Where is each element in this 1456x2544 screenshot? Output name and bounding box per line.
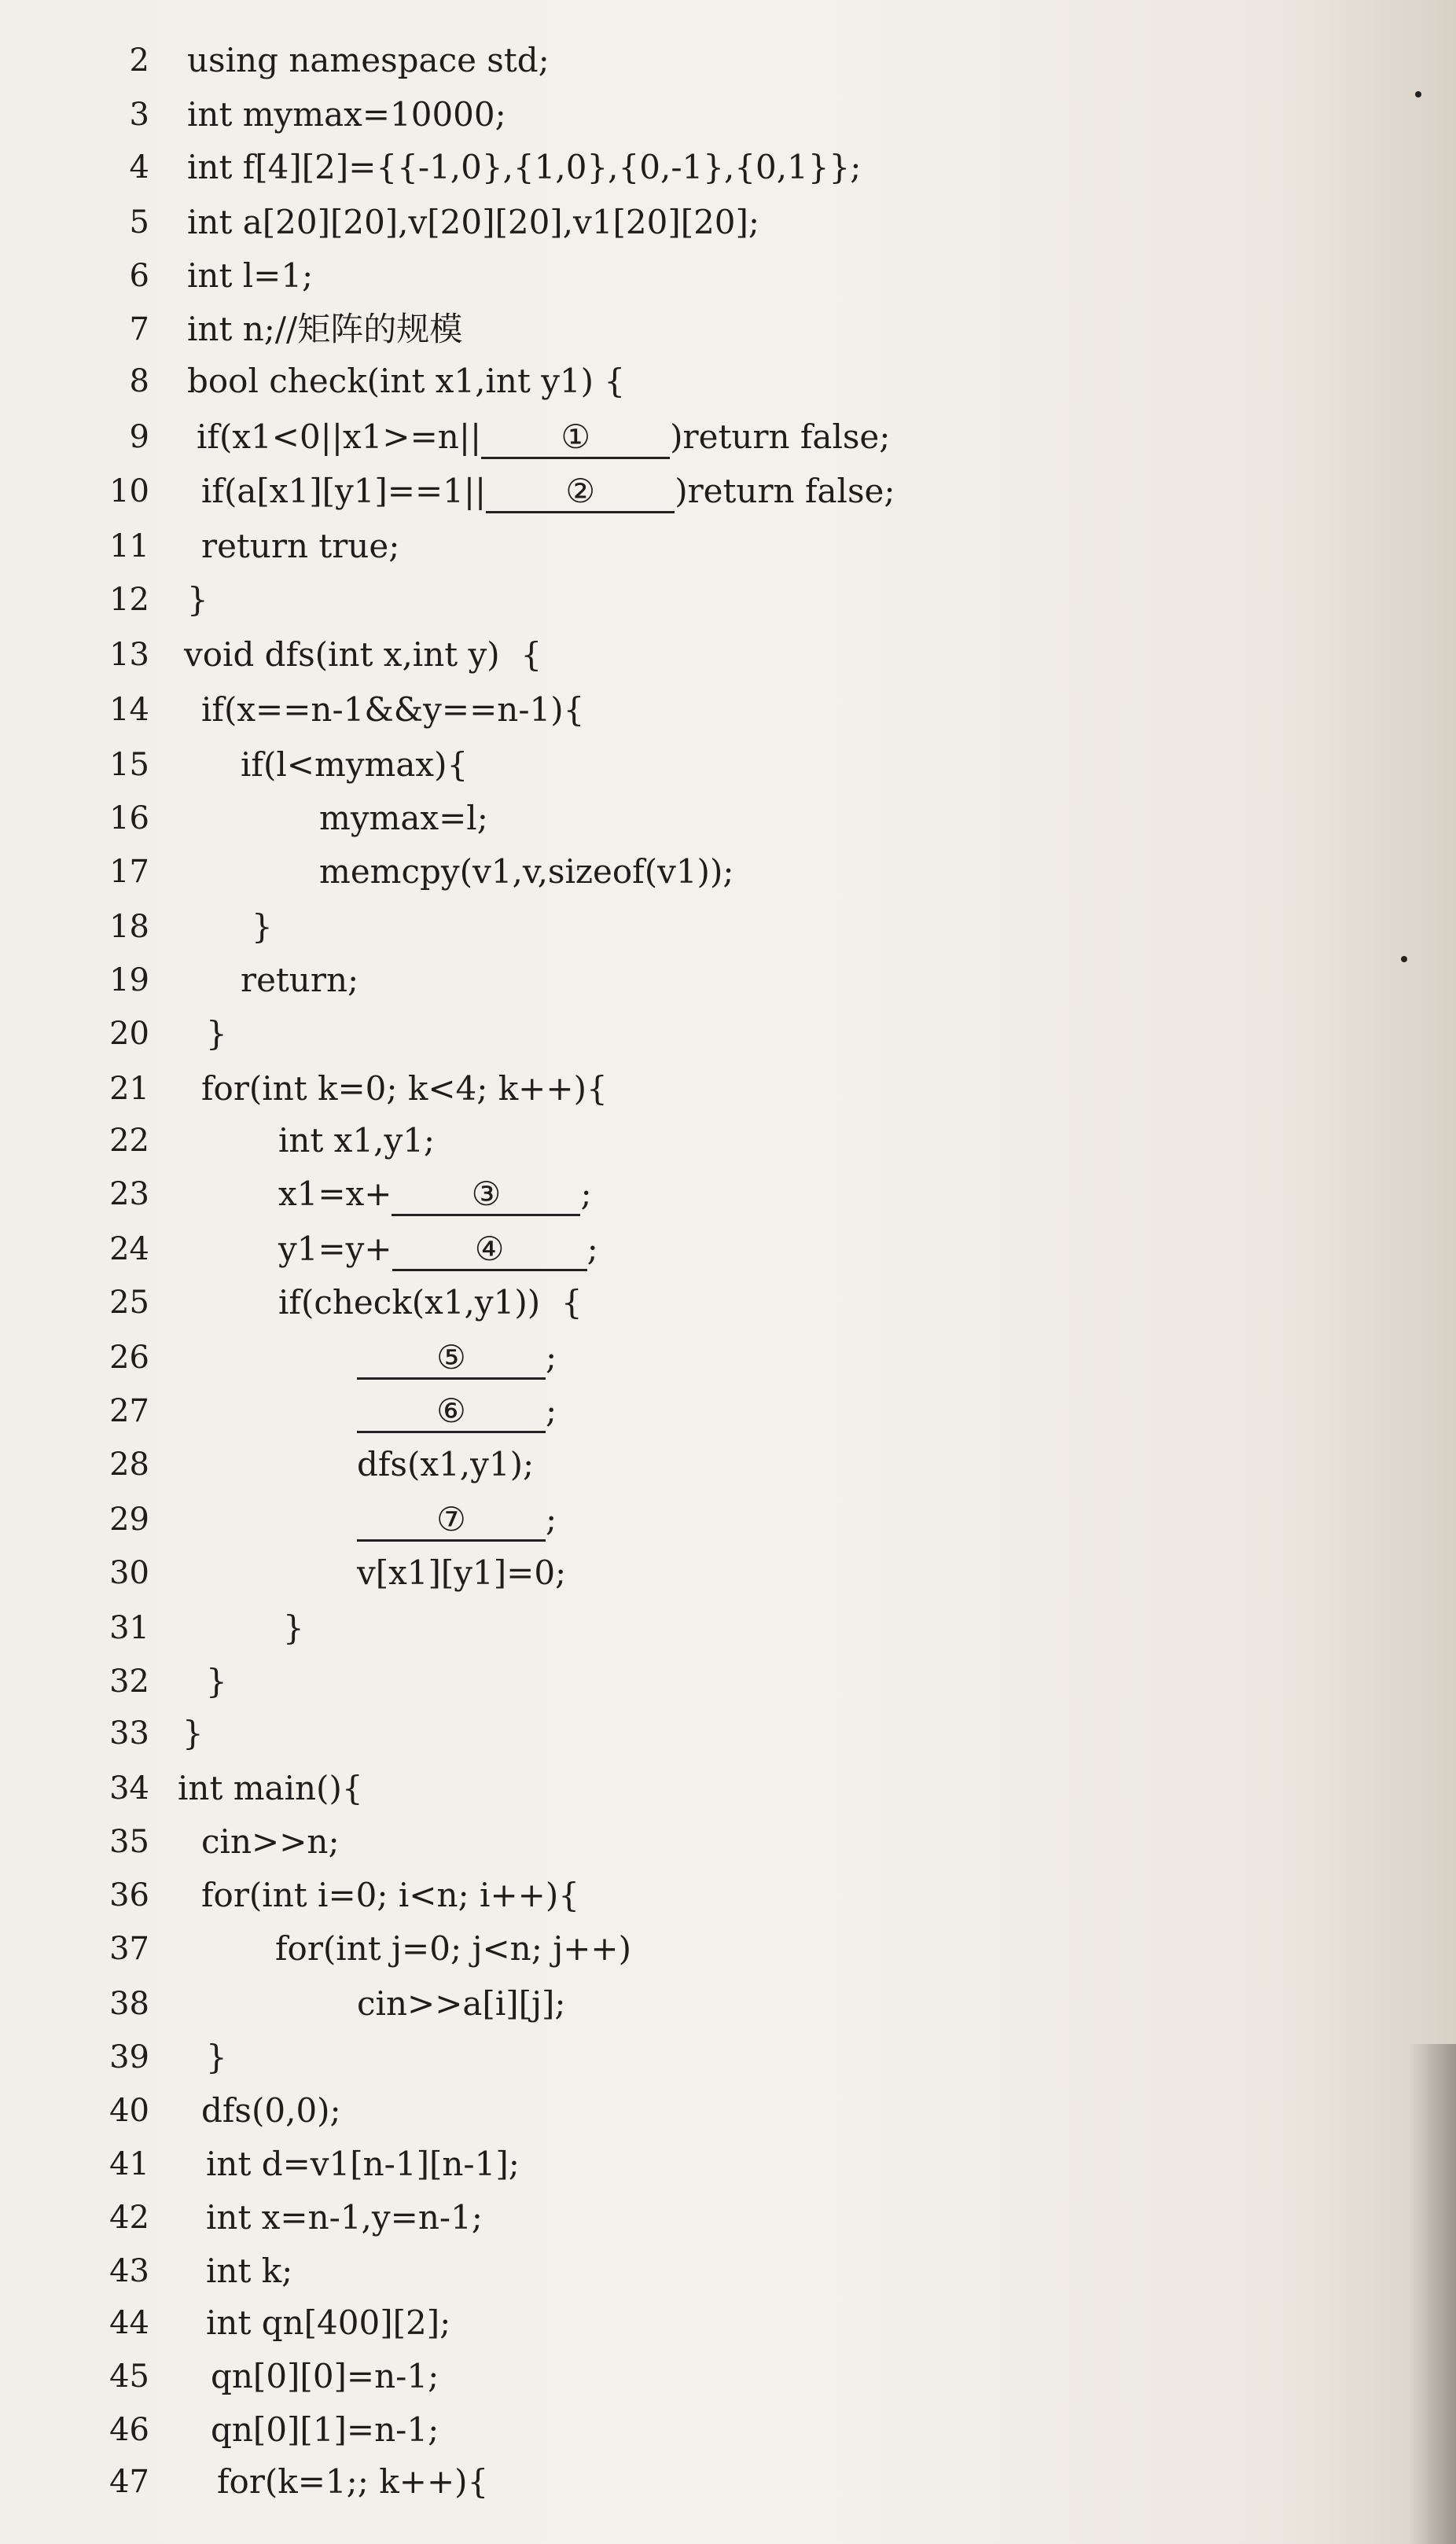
line-number: 9 xyxy=(129,419,149,455)
code-segment: qn[0][0]=n-1; xyxy=(211,2357,439,2395)
line-number: 37 xyxy=(109,1931,149,1967)
fill-in-blank: ④ xyxy=(392,1230,587,1271)
code-segment: qn[0][1]=n-1; xyxy=(211,2410,439,2449)
code-text xyxy=(357,1385,557,1437)
code-text xyxy=(206,2138,520,2190)
code-text xyxy=(217,2456,488,2508)
code-line xyxy=(0,1602,1456,1654)
code-text xyxy=(278,1277,583,1329)
code-text xyxy=(201,465,895,517)
line-number: 44 xyxy=(109,2305,149,2341)
code-line xyxy=(0,2192,1456,2244)
line-number: 39 xyxy=(109,2039,149,2075)
line-number: 41 xyxy=(109,2146,149,2182)
code-line xyxy=(0,1708,1456,1759)
code-line xyxy=(0,250,1456,302)
code-segment: memcpy(v1,v,sizeof(v1)); xyxy=(319,852,734,891)
code-line xyxy=(0,1869,1456,1921)
code-segment: dfs(x1,y1); xyxy=(357,1445,535,1483)
line-number: 19 xyxy=(109,962,149,998)
code-text xyxy=(278,1168,592,1220)
code-line xyxy=(0,901,1456,953)
code-segment: dfs(0,0); xyxy=(201,2091,341,2130)
code-line xyxy=(0,1063,1456,1115)
fill-in-blank: ① xyxy=(481,417,670,459)
code-line xyxy=(0,1115,1456,1167)
code-line xyxy=(0,846,1456,898)
code-line xyxy=(0,1547,1456,1599)
line-number: 20 xyxy=(109,1016,149,1052)
line-number: 28 xyxy=(109,1447,149,1483)
code-line xyxy=(0,2404,1456,2456)
code-segment: if(x==n-1&&y==n-1){ xyxy=(201,690,585,729)
line-number: 45 xyxy=(109,2358,149,2395)
code-line xyxy=(0,574,1456,626)
line-number: 38 xyxy=(109,1986,149,2022)
code-segment: return; xyxy=(241,961,359,999)
code-segment: void dfs(int x,int y) { xyxy=(184,635,542,674)
line-number: 33 xyxy=(109,1715,149,1752)
line-number: 47 xyxy=(109,2464,149,2500)
code-text xyxy=(278,1115,435,1167)
code-text xyxy=(206,2297,450,2349)
line-number: 14 xyxy=(109,692,149,728)
code-text xyxy=(201,1869,579,1921)
line-number: 34 xyxy=(109,1770,149,1807)
code-text xyxy=(319,792,488,844)
code-segment: int l=1; xyxy=(187,256,314,295)
code-line xyxy=(0,2351,1456,2402)
code-text xyxy=(187,303,462,355)
line-number: 21 xyxy=(109,1071,149,1107)
line-number: 25 xyxy=(109,1285,149,1321)
code-segment: } xyxy=(283,1608,304,1647)
code-text xyxy=(275,1923,631,1975)
code-line xyxy=(0,89,1456,141)
line-number: 6 xyxy=(129,258,149,294)
code-line xyxy=(0,1008,1456,1060)
fill-in-blank: ⑦ xyxy=(357,1500,546,1542)
code-segment: if(l<mymax){ xyxy=(241,745,469,784)
code-line xyxy=(0,142,1456,193)
line-number: 4 xyxy=(129,149,149,186)
code-segment: int main(){ xyxy=(178,1769,363,1807)
line-number: 2 xyxy=(129,42,149,79)
code-segment-after-blank: )return false; xyxy=(670,417,891,456)
line-number: 32 xyxy=(109,1664,149,1700)
code-text xyxy=(182,1708,204,1759)
code-segment: v[x1][y1]=0; xyxy=(357,1553,567,1592)
line-number: 13 xyxy=(109,637,149,673)
code-segment: if(a[x1][y1]==1|| xyxy=(201,472,487,510)
code-text xyxy=(201,684,584,736)
code-text xyxy=(201,1063,608,1115)
code-segment: int n;//矩阵的规模 xyxy=(187,310,463,348)
code-line xyxy=(0,629,1456,681)
code-text xyxy=(241,954,358,1006)
code-line xyxy=(0,1168,1456,1220)
code-text xyxy=(357,1978,566,2030)
code-segment: x1=x+ xyxy=(278,1175,392,1213)
code-line xyxy=(0,355,1456,407)
code-line xyxy=(0,792,1456,844)
line-number: 40 xyxy=(109,2093,149,2129)
code-segment: for(int k=0; k<4; k++){ xyxy=(201,1069,608,1108)
line-number: 26 xyxy=(109,1340,149,1376)
fill-in-blank: ③ xyxy=(392,1175,580,1216)
code-line xyxy=(0,1494,1456,1546)
line-number: 42 xyxy=(109,2200,149,2236)
code-segment: int x=n-1,y=n-1; xyxy=(206,2198,483,2237)
code-segment: } xyxy=(206,2038,227,2076)
line-number: 23 xyxy=(109,1176,149,1212)
code-segment-after-blank: ; xyxy=(546,1500,557,1539)
code-text xyxy=(319,846,734,898)
code-line xyxy=(0,1978,1456,2030)
line-number: 17 xyxy=(109,854,149,890)
code-segment: int f[4][2]={{-1,0},{1,0},{0,-1},{0,1}}; xyxy=(187,148,862,186)
code-line xyxy=(0,2085,1456,2137)
code-segment: int qn[400][2]; xyxy=(206,2303,451,2342)
code-segment: } xyxy=(206,1014,227,1053)
code-line xyxy=(0,1763,1456,1814)
code-text xyxy=(211,2351,439,2402)
code-text xyxy=(187,35,550,86)
line-number: 15 xyxy=(109,747,149,783)
code-segment: if(x1<0||x1>=n|| xyxy=(197,417,482,456)
code-text xyxy=(201,520,399,572)
code-line xyxy=(0,2245,1456,2297)
line-number: 11 xyxy=(109,528,149,564)
code-line xyxy=(0,684,1456,736)
code-line xyxy=(0,2456,1456,2508)
code-segment-after-blank: ; xyxy=(586,1230,598,1268)
code-segment: } xyxy=(182,1714,204,1752)
code-line xyxy=(0,1385,1456,1437)
fill-in-blank: ⑤ xyxy=(357,1338,546,1380)
line-number: 18 xyxy=(109,909,149,945)
line-number: 29 xyxy=(109,1502,149,1538)
code-line xyxy=(0,1277,1456,1329)
code-line xyxy=(0,465,1456,517)
code-text xyxy=(187,142,861,193)
line-number: 22 xyxy=(109,1123,149,1159)
fill-in-blank: ⑥ xyxy=(357,1391,546,1433)
line-number: 24 xyxy=(109,1231,149,1267)
code-text xyxy=(206,2031,227,2083)
code-line xyxy=(0,1656,1456,1708)
code-text xyxy=(357,1439,534,1491)
code-segment: int d=v1[n-1][n-1]; xyxy=(206,2145,520,2183)
code-line xyxy=(0,739,1456,791)
line-number: 5 xyxy=(129,204,149,241)
line-number: 3 xyxy=(129,97,149,133)
code-segment: for(int i=0; i<n; i++){ xyxy=(201,1876,579,1914)
code-text xyxy=(252,901,273,953)
code-text xyxy=(201,1816,340,1868)
line-number: 27 xyxy=(109,1393,149,1429)
line-number: 46 xyxy=(109,2412,149,2448)
code-text xyxy=(187,89,506,141)
code-segment: if(check(x1,y1)) { xyxy=(278,1283,583,1322)
code-text xyxy=(197,411,890,463)
code-segment-after-blank: ; xyxy=(546,1391,557,1430)
line-number: 12 xyxy=(109,582,149,618)
code-line xyxy=(0,2138,1456,2190)
code-segment: int x1,y1; xyxy=(278,1121,436,1160)
code-line xyxy=(0,1923,1456,1975)
code-segment: } xyxy=(252,907,273,946)
code-text xyxy=(178,1763,363,1814)
code-segment: } xyxy=(187,580,208,619)
code-line xyxy=(0,2297,1456,2349)
code-line xyxy=(0,954,1456,1006)
line-number: 7 xyxy=(129,311,149,347)
code-text xyxy=(201,2085,341,2137)
line-number: 10 xyxy=(109,473,149,509)
code-segment: int k; xyxy=(206,2252,293,2290)
code-text xyxy=(206,1656,227,1708)
code-segment: using namespace std; xyxy=(187,41,550,79)
code-text xyxy=(357,1332,557,1384)
code-segment: y1=y+ xyxy=(278,1230,392,1268)
code-text xyxy=(278,1223,598,1275)
fill-in-blank: ② xyxy=(486,472,675,513)
code-text xyxy=(184,629,542,681)
code-segment: mymax=l; xyxy=(319,799,488,837)
code-text xyxy=(357,1494,557,1546)
code-segment-after-blank: ; xyxy=(580,1175,592,1213)
code-text xyxy=(187,574,208,626)
line-number: 30 xyxy=(109,1555,149,1591)
code-text xyxy=(283,1602,304,1654)
code-segment-after-blank: ; xyxy=(546,1338,557,1377)
code-segment: int a[20][20],v[20][20],v1[20][20]; xyxy=(187,203,760,241)
code-segment: return true; xyxy=(201,527,400,565)
code-line xyxy=(0,1332,1456,1384)
code-text xyxy=(187,197,759,248)
code-text xyxy=(206,2245,292,2297)
code-line xyxy=(0,1439,1456,1491)
line-number: 8 xyxy=(129,363,149,399)
code-line xyxy=(0,35,1456,86)
code-line xyxy=(0,2031,1456,2083)
line-number: 36 xyxy=(109,1877,149,1914)
line-number: 35 xyxy=(109,1824,149,1860)
code-segment: for(k=1;; k++){ xyxy=(217,2462,489,2501)
code-line xyxy=(0,1816,1456,1868)
code-segment: for(int j=0; j<n; j++) xyxy=(275,1929,631,1968)
code-segment: cin>>n; xyxy=(201,1822,340,1861)
line-number: 16 xyxy=(109,800,149,836)
code-text xyxy=(206,2192,483,2244)
code-line xyxy=(0,411,1456,463)
code-text xyxy=(357,1547,566,1599)
code-text xyxy=(187,250,313,302)
code-text xyxy=(211,2404,439,2456)
code-segment: } xyxy=(206,1662,227,1700)
code-segment: bool check(int x1,int y1) { xyxy=(187,362,626,400)
code-line xyxy=(0,197,1456,248)
line-number: 43 xyxy=(109,2253,149,2289)
code-text xyxy=(206,1008,227,1060)
line-number: 31 xyxy=(109,1610,149,1646)
code-segment: int mymax=10000; xyxy=(187,95,506,134)
code-segment: cin>>a[i][j]; xyxy=(357,1984,566,2023)
code-line xyxy=(0,520,1456,572)
code-text xyxy=(241,739,468,791)
code-line xyxy=(0,1223,1456,1275)
code-text xyxy=(187,355,625,407)
code-segment-after-blank: )return false; xyxy=(675,472,895,510)
code-line xyxy=(0,303,1456,355)
